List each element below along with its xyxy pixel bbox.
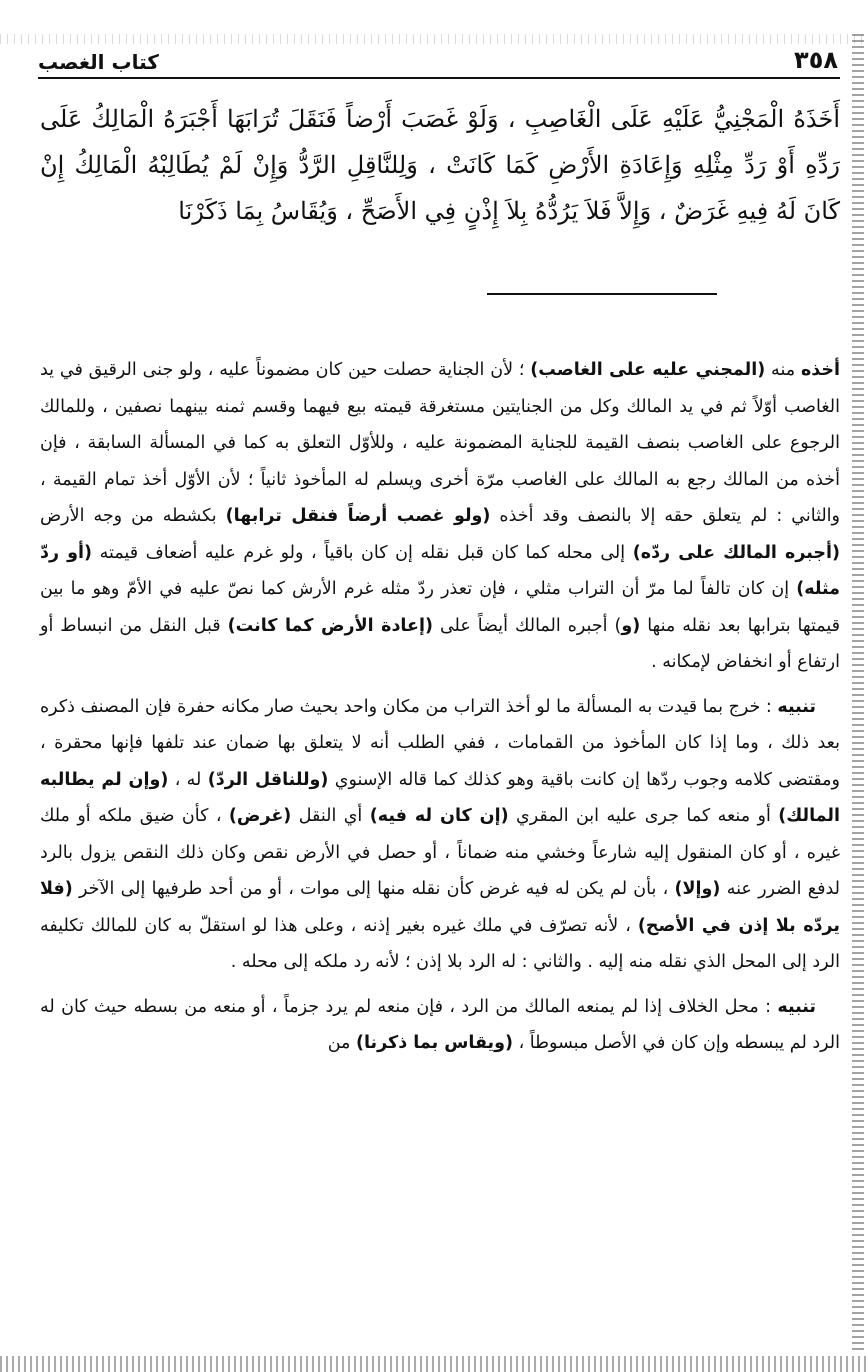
- bold-matn-quote: أخذه: [800, 360, 840, 380]
- page-number: ٣٥٨: [794, 46, 838, 74]
- bold-matn-quote: (ولو غصب أرضاً فنقل ترابها): [225, 506, 491, 526]
- book-title: كتاب الغصب: [38, 50, 159, 74]
- commentary-run: ؛ لأن الجناية حصلت حين كان مضموناً عليه ، ولو جنى الرقيق في يد الغاصب أوّلاً ثم في يد المالك وكل من الجنايتين مستغرقة قيمته بيع فيهما وقسم ثمنه بينهما نصفين ، وللمالك الرجوع على الغاصب بنصف القيمة للجناية المضمونة عليه ، وللأوّل التعلق به كما في المسألة السابقة ، فإن أخذه من المالك رجع به المالك على الغاصب مرّة أخرى ويسلم له المأخوذ ثانياً ؛ لأن الأوّل أخذ تمام القيمة ، والثاني : لم يتعلق حقه إلا بالنصف وقد أخذه: [40, 360, 840, 526]
- bold-matn-quote: (غرض): [228, 806, 292, 826]
- commentary-run: أي النقل: [291, 806, 370, 826]
- bold-matn-quote: (إن كان له فيه): [369, 806, 509, 826]
- decorative-border-bottom: [0, 1356, 868, 1372]
- commentary-run: منه: [765, 360, 801, 380]
- scan-noise-top: [0, 34, 868, 44]
- bold-matn-quote: (أجبره المالك على ردّه): [632, 542, 840, 563]
- bold-matn-quote: (إعادة الأرض كما كانت): [227, 615, 433, 636]
- separator-line: [487, 293, 717, 295]
- commentary-run: ، بأن لم يكن له فيه غرض كأن نقله منها إلى موات ، أو من أحد طرفيها إلى الآخر: [72, 879, 675, 899]
- bold-matn-quote: (وللناقل الردّ): [207, 769, 329, 790]
- bold-matn-quote: (و: [621, 615, 641, 636]
- page-header: [38, 44, 838, 74]
- commentary-run: : خرج بما قيدت به المسألة ما لو أخذ التراب من مكان واحد بحيث صار مكانه حفرة فإن المصنف ذكره بعد ذلك ، وما إذا كان المأخوذ من القمامات ، ففي الطلب أنه لا يتعلق بها ضمان عند تلفها فإنها محقرة ، ومقتضى كلامه وجوب ردّها إن كانت باقية وهو كذلك كما قاله الإسنوي: [40, 696, 840, 790]
- commentary-run: بكشطه من وجه الأرض: [40, 506, 226, 526]
- header-rule: [38, 77, 840, 79]
- commentary-run: له ،: [168, 769, 208, 790]
- commentary-text: [40, 352, 840, 1070]
- commentary-paragraph-1: [40, 352, 840, 681]
- commentary-run: قبل النقل من انبساط أو ارتفاع أو انخفاض لإمكانه .: [40, 615, 840, 672]
- commentary-run: من: [327, 1033, 356, 1053]
- bold-matn-quote: (فلا يردّه بلا إذن في الأصح): [40, 879, 840, 936]
- bold-matn-quote: تنبيه: [777, 996, 816, 1017]
- commentary-run: : محل الخلاف إذا لم يمنعه المالك من الرد ، فإن منعه لم يرد جزماً ، أو منعه من بسطه حيث كان له الرد لم يبسطه وإن كان في الأصل مبسوطاً ،: [40, 996, 840, 1053]
- bold-matn-quote: تنبيه: [777, 696, 816, 717]
- commentary-run: ) أجبره المالك أيضاً على: [432, 615, 622, 636]
- commentary-run: أو منعه كما جرى عليه ابن المقري: [508, 806, 779, 826]
- commentary-run: إلى محله كما كان قبل نقله إن كان باقياً ، ولو غرم عليه أضعاف قيمته: [92, 542, 633, 563]
- commentary-run: ، كأن ضيق ملكه أو ملك غيره ، أو كان المنقول إليه شارعاً وخشي منه ضماناً ، أو حصل في الأرض نقص وكان ذلك النقص يزول بالرد لدفع الضرر عنه: [40, 806, 841, 899]
- commentary-run: ، لأنه تصرّف في ملك غيره بغير إذنه ، وعلى هذا لو استقلّ به كان للمالك تكليفه الرد إلى المحل الذي نقله منه إليه . والثاني : له الرد بلا إذن ؛ لأنه رد ملكه إلى محله .: [40, 915, 840, 972]
- commentary-run: إن كان تالفاً لما مرّ أن التراب مثلي ، فإن تعذر ردّ مثله غرم الأرش كما نصّ عليه في الأمّ وهو ما بين قيمتها بترابها بعد نقله منها: [40, 579, 840, 636]
- bold-matn-quote: (وإلا): [674, 879, 721, 899]
- decorative-border-right: [852, 30, 864, 1350]
- bold-matn-quote: (ويقاس بما ذكرنا): [355, 1033, 513, 1053]
- matn-paragraph: أَخَذَهُ الْمَجْنِيُّ عَلَيْهِ عَلَى الْغَاصِبِ ، وَلَوْ غَصَبَ أَرْضاً فَنَقَلَ تُرَابَهَا أَجْبَرَهُ الْمَالِكُ عَلَى رَدِّهِ أَوْ رَدِّ مِثْلِهِ وَإِعَادَةِ الأَرْضِ كَمَا كَانَتْ ، وَلِلنَّاقِلِ الرَّدُّ وَإِنْ لَمْ يُطَالِبْهُ الْمَالِكُ إِنْ كَانَ لَهُ فِيهِ غَرَضٌ ، وَإِلاَّ فَلاَ يَرُدُّهُ بِلاَ إِذْنٍ فِي الأَصَحِّ ، وَيُقَاسُ بِمَا ذَكَرْنَا: [40, 105, 840, 225]
- bold-matn-quote: (وإن لم يطالبه المالك): [40, 769, 840, 826]
- matn-text: [40, 96, 840, 234]
- commentary-paragraph-2: [40, 689, 840, 981]
- bold-matn-quote: (المجني عليه على الغاصب): [530, 360, 766, 380]
- bold-matn-quote: (أو ردّ مثله): [40, 542, 840, 599]
- commentary-paragraph-3: [40, 989, 840, 1062]
